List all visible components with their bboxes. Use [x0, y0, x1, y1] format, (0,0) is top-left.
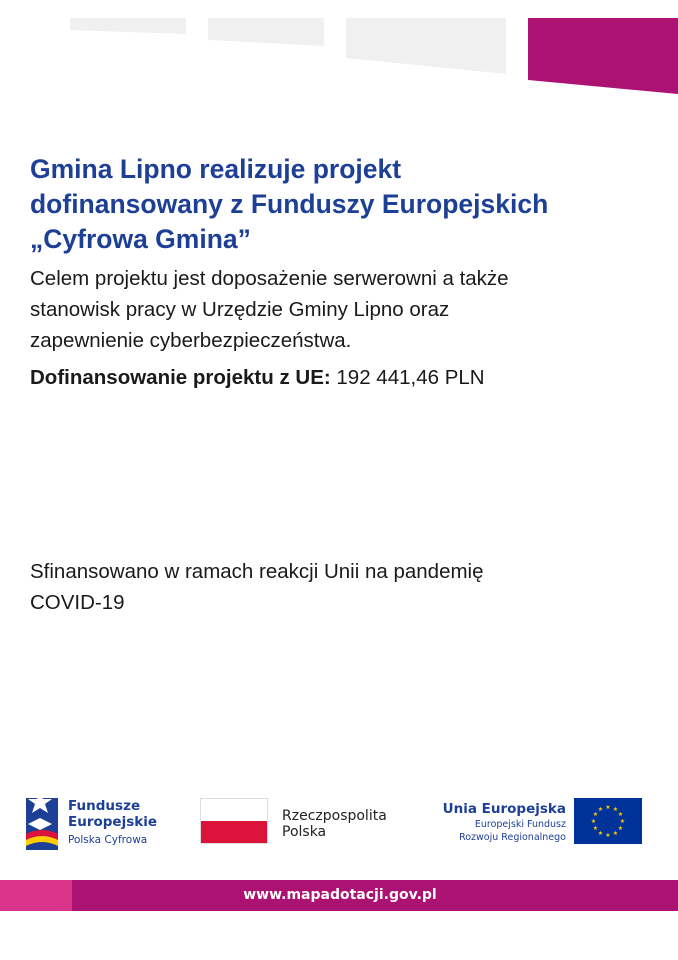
- covid-note-line: COVID-19: [30, 591, 125, 614]
- description-line: zapewnienie cyberbezpieczeństwa.: [30, 329, 352, 352]
- title-line: Gmina Lipno realizuje projekt: [30, 154, 402, 184]
- description-line: Celem projektu jest doposażenie serwerowni a także: [30, 267, 509, 290]
- svg-text:★: ★: [617, 825, 624, 832]
- header-stripe-2: [208, 18, 324, 46]
- svg-text:★: ★: [592, 811, 599, 818]
- funds-star-logo-icon: [26, 790, 62, 850]
- ue-line-2: Europejski Fundusz: [474, 819, 566, 830]
- fundusze-europejskie-text: [68, 798, 157, 848]
- title-line: dofinansowany z Funduszy Europejskich: [30, 189, 549, 219]
- eu-flag-icon: [574, 798, 642, 844]
- ue-line-1: Unia Europejska: [442, 801, 566, 817]
- covid-note: [30, 556, 650, 618]
- svg-text:★: ★: [590, 818, 597, 825]
- header-stripe-3: [346, 18, 506, 74]
- main-content: [30, 152, 650, 393]
- svg-text:★: ★: [597, 830, 604, 837]
- page-title: [30, 152, 650, 257]
- fe-line-1: Fundusze: [68, 798, 141, 814]
- logo-strip: [0, 786, 678, 856]
- funding-amount: 192 441,46 PLN: [336, 366, 485, 389]
- svg-text:★: ★: [605, 804, 611, 811]
- svg-text:★: ★: [619, 818, 626, 825]
- polish-flag-icon: [200, 798, 268, 844]
- header-stripe-1: [70, 18, 186, 34]
- fe-line-2: Europejskie: [68, 814, 158, 830]
- funding-line: [30, 362, 650, 393]
- project-description: [30, 263, 650, 356]
- svg-text:★: ★: [612, 806, 619, 813]
- rp-line-2: Polska: [282, 824, 327, 840]
- covid-note-line: Sfinansowano w ramach reakcji Unii na pandemię: [30, 560, 484, 583]
- header-decoration: [0, 0, 678, 110]
- funding-label: Dofinansowanie projektu z UE:: [30, 366, 331, 389]
- svg-text:★: ★: [605, 832, 611, 839]
- fe-line-3: Polska Cyfrowa: [68, 834, 148, 846]
- header-magenta-shape: [528, 18, 678, 94]
- rzeczpospolita-polska-text: [282, 808, 422, 840]
- svg-text:★: ★: [617, 811, 624, 818]
- rp-line-1: Rzeczpospolita: [282, 808, 387, 824]
- svg-text:★: ★: [597, 806, 604, 813]
- footer-pink-block: [0, 880, 72, 911]
- ue-line-3: Rozwoju Regionalnego: [459, 832, 566, 843]
- footer-bar: [0, 880, 678, 911]
- unia-europejska-text: [440, 800, 566, 844]
- svg-text:★: ★: [612, 830, 619, 837]
- svg-text:★: ★: [592, 825, 599, 832]
- footer-url[interactable]: www.mapadotacji.gov.pl: [243, 887, 437, 903]
- description-line: stanowisk pracy w Urzędzie Gminy Lipno oraz: [30, 298, 450, 321]
- title-line: „Cyfrowa Gmina”: [30, 224, 251, 254]
